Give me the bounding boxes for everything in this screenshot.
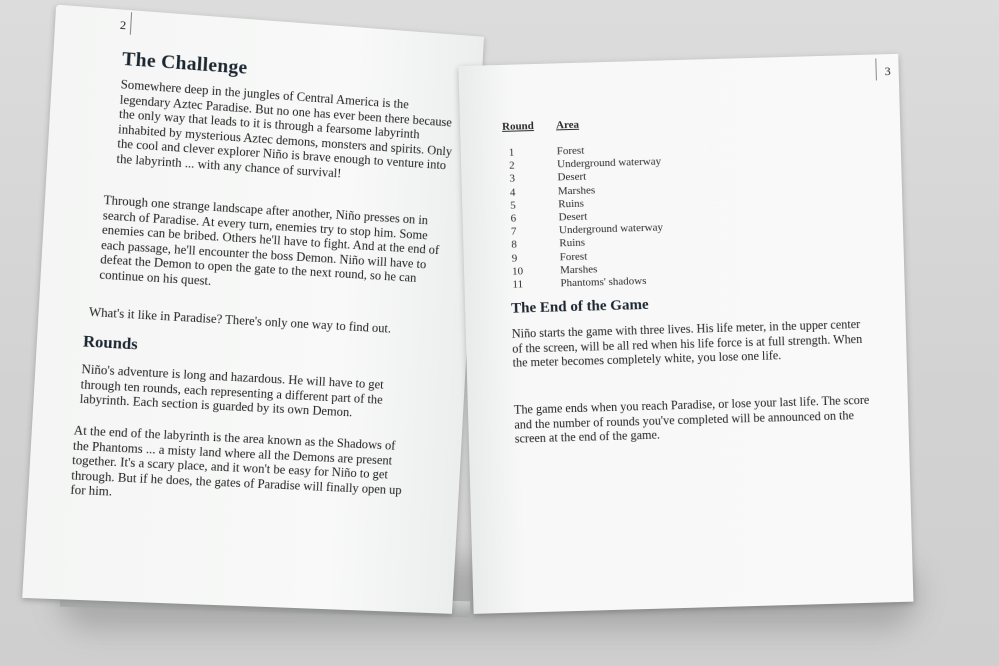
rounds-table	[502, 117, 665, 293]
quest-paragraph: Through one strange landscape after another, Niño presses on in search of Paradise. At every turn, enemies try to stop him. Some enemies can be bribed. Others he'll have to fight. And at the end of each passage, he'll encounter the boss Demon. Niño will have to defeat the Demon to open the gate to the next round, so he can continue on his quest.	[99, 192, 440, 289]
section-title-challenge: The Challenge	[121, 48, 249, 79]
area-name: Ruins	[558, 197, 585, 211]
left-page	[22, 5, 484, 614]
area-name: Marshes	[559, 263, 598, 277]
area-name: Desert	[557, 170, 587, 184]
round-number: 10	[511, 265, 524, 278]
area-name: Forest	[556, 144, 585, 158]
area-name: Ruins	[559, 237, 586, 250]
page-number: 3	[884, 64, 891, 79]
round-number: 5	[510, 199, 516, 212]
page-number-rule	[130, 12, 132, 35]
shadows-paragraph: At the end of the labyrinth is the area known as the Shadows of the Phantoms ... a misty land where all the Demons are present together. It's a scary place, and it won't be easy for Niño to get through. But if he does, the gates of Paradise will finally open up for him.	[70, 423, 402, 500]
game-end-paragraph: The game ends when you reach Paradise, or lose your last life. The score and the number of rounds you've completed will be announced on the screen at the end of the game.	[513, 392, 870, 446]
table-header-area: Area	[555, 118, 580, 132]
paradise-question: What's it like in Paradise? There's only one way to find out.	[88, 304, 392, 336]
round-number: 9	[511, 252, 518, 265]
area-name: Underground waterway	[558, 221, 664, 237]
area-name: Forest	[559, 250, 588, 263]
area-name: Marshes	[557, 183, 596, 197]
round-number: 7	[510, 225, 517, 238]
round-number: 2	[508, 159, 515, 172]
area-name: Underground waterway	[556, 155, 662, 171]
round-number: 1	[508, 146, 515, 159]
area-name: Phantoms' shadows	[560, 274, 647, 290]
area-name: Desert	[558, 210, 588, 224]
right-page	[458, 54, 913, 614]
page-number: 2	[119, 17, 127, 33]
round-number: 4	[509, 186, 516, 199]
round-number: 3	[509, 172, 516, 186]
table-header-round: Round	[501, 120, 535, 133]
section-title-rounds: Rounds	[82, 333, 139, 354]
table-header	[502, 117, 660, 133]
round-number: 11	[512, 278, 524, 291]
page-number-rule	[875, 58, 877, 80]
round-number: 6	[510, 212, 517, 225]
lives-paragraph: Niño starts the game with three lives. His life meter, in the upper center of the screen, will be all red when his life force is at full strength. When the meter becomes completely white, you lose one life.	[511, 316, 863, 370]
rounds-paragraph: Niño's adventure is long and hazardous. He will have to get through ten rounds, each representing a different part of the labyrinth. Each section is guarded by its own Demon.	[79, 361, 385, 420]
intro-paragraph: Somewhere deep in the jungles of Central America is the legendary Aztec Paradise. But no one has ever been there because the only way that leads to it is through a fearsome labyrinth inhabited by mysterious Aztec demons, monsters and spirits. Only the cool and clever explorer Niño is brave enough to venture into the labyrinth ... with any chance of survival!	[116, 77, 453, 181]
round-number: 8	[511, 238, 518, 252]
table-body	[503, 142, 665, 292]
section-title-end-of-game: The End of the Game	[510, 296, 649, 317]
